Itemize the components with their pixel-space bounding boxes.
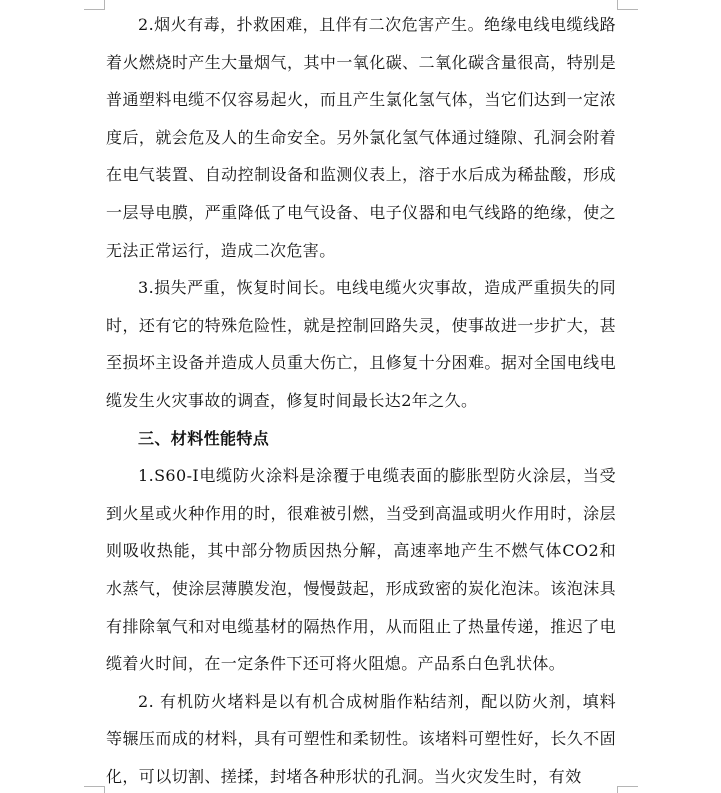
crop-mark-bottom-left	[84, 786, 105, 793]
section-heading-material-properties: 三、材料性能特点	[138, 428, 270, 448]
crop-mark-bottom-right	[617, 786, 638, 793]
paragraph-severe-loss: 3.损失严重，恢复时间长。电线电缆火灾事故，造成严重损失的同时，还有它的特殊危险性，就是控制回路失灵，使事故进一步扩大，甚至损坏主设备并造成人员重大伤亡，且修复十分困难。据对全国电线电缆发生火灾事故的调查，修复时间最长达2年之久。	[106, 278, 616, 410]
paragraph-fireproof-coating: 1.S60-I电缆防火涂料是涂覆于电缆表面的膨胀型防火涂层，当受到火星或火种作用的时，很难被引燃，当受到高温或明火作用时，涂层则吸收热能，其中部分物质因热分解，高速率地产生不燃气体CO2和水蒸气，使涂层薄膜发泡，慢慢鼓起，形成致密的炭化泡沫。该泡沫具有排除氧气和对电缆基材的隔热作用，从而阻止了热量传递，推迟了电缆着火时间，在一定条件下还可将火阻熄。产品系白色乳状体。	[106, 466, 616, 674]
paragraph-organic-sealant: 2. 有机防火堵料是以有机合成树脂作粘结剂，配以防火剂，填料等辗压而成的材料，具有可塑性和柔韧性。该堵料可塑性好，长久不固化，可以切割、搓揉，封堵各种形状的孔洞。当火灾发生时，有效	[106, 691, 616, 786]
document-body	[106, 6, 616, 793]
paragraph-smoke-toxicity: 2.烟火有毒，扑救困难，且伴有二次危害产生。绝缘电线电缆线路着火燃烧时产生大量烟气，其中一氧化碳、二氧化碳含量很高，特别是普通塑料电缆不仅容易起火，而且产生氯化氢气体，当它们达到一定浓度后，就会危及人的生命安全。另外氯化氢气体通过缝隙、孔洞会附着在电气装置、自动控制设备和监测仪表上，溶于水后成为稀盐酸，形成一层导电膜，严重降低了电气设备、电子仪器和电气线路的绝缘，使之无法正常运行，造成二次危害。	[106, 15, 616, 260]
crop-mark-top-right	[617, 0, 638, 10]
crop-mark-top-left	[84, 0, 105, 10]
